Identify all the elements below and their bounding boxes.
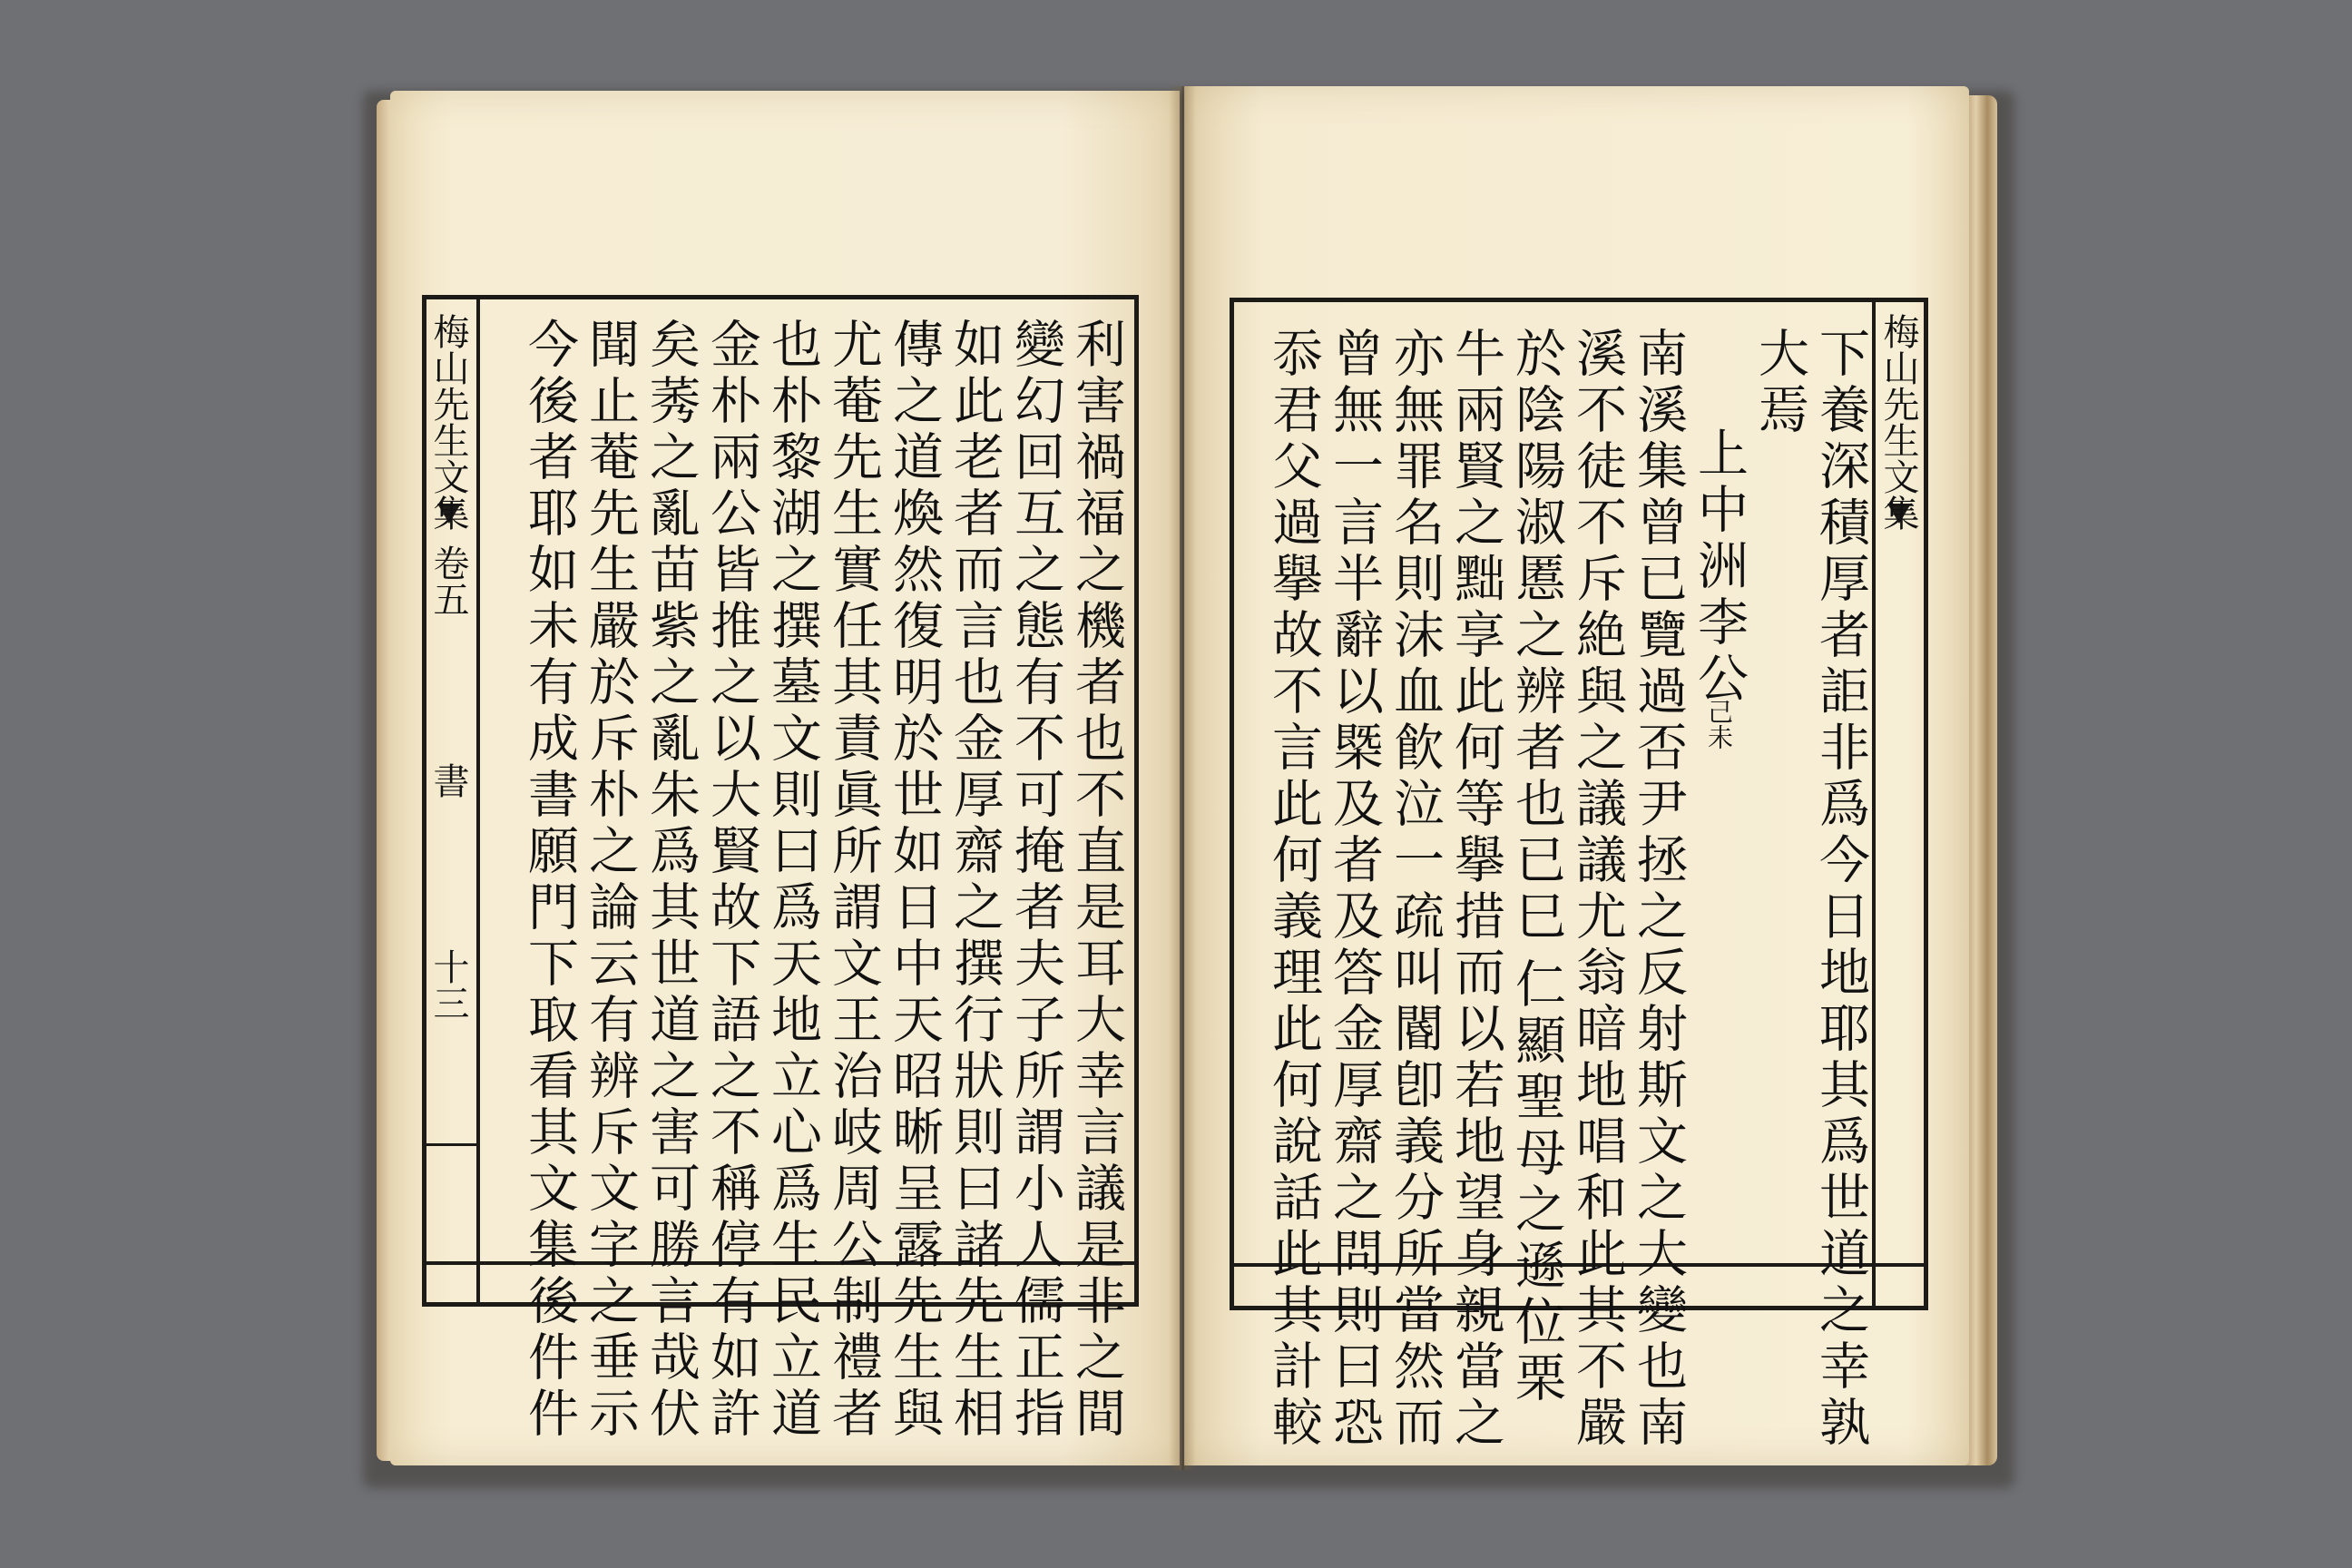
left-band-tick [422, 1143, 478, 1146]
book-gutter [1169, 86, 1196, 1470]
right-heading: 上中洲李公 [1690, 426, 1749, 708]
right-inline-continuation: 仁顯聖母之遜位栗 [1507, 957, 1566, 1407]
right-heading-note: 己未 [1704, 699, 1734, 750]
left-column-7: 金朴兩公皆推之以大賢故下語之不稱停有如許 [702, 318, 761, 1443]
right-page-edges [1965, 95, 1997, 1465]
right-center-band-rule [1872, 299, 1876, 1308]
right-column-6: 於陰陽淑慝之辨者也已巳 [1507, 327, 1566, 946]
right-column-4: 南溪集曾已覽過否尹拯之反射斯文之大變也南 [1629, 327, 1688, 1452]
right-column-7: 牛兩賢之黜享此何等擧措而以若地望身親當之 [1446, 327, 1505, 1452]
right-center-title: 梅山先生文集 [1877, 313, 1919, 531]
left-column-6: 也朴黎湖之撰墓文則曰爲天地立心爲生民立道 [763, 318, 822, 1443]
left-column-8: 矣莠之亂苗紫之亂朱爲其世道之害可勝言哉伏 [642, 318, 701, 1443]
left-column-5: 尤菴先生實任其責眞所謂文王治岐周公制禮者 [824, 318, 883, 1443]
left-center-section: 書 [427, 762, 469, 799]
left-column-2: 變幻回互之態有不可掩者夫子所謂小人儒正指 [1006, 318, 1065, 1443]
right-column-5: 溪不徒不斥絶與之議議尤翁暗地唱和此其不嚴 [1568, 327, 1627, 1452]
left-center-volume: 卷五 [427, 544, 469, 617]
left-column-4: 傳之道煥然復明於世如日中天昭晰呈露先生與 [885, 318, 944, 1443]
left-column-1: 利害禍福之機者也不直是耳大幸言議是非之間 [1067, 318, 1126, 1443]
left-column-3: 如此老者而言也金厚齋之撰行狀則曰諸先生相 [946, 318, 1004, 1443]
left-center-band-rule [476, 298, 480, 1305]
left-center-title: 梅山先生文集 [427, 313, 469, 531]
left-column-10: 今後者耶如未有成書願門下取看其文集後件件 [520, 318, 579, 1443]
right-column-9: 曾無一言半辭以槩及者及答金厚齋之問則曰恐 [1325, 327, 1384, 1452]
left-column-9: 聞止菴先生嚴於斥朴之論云有辨斥文字之垂示 [581, 318, 640, 1443]
right-column-8: 亦無罪名則沫血飮泣一疏叫閽卽義分所當然而 [1386, 327, 1445, 1452]
right-column-10: 忝君父過擧故不言此何義理此何說話此其計較 [1264, 327, 1323, 1452]
right-column-2: 大焉 [1750, 327, 1809, 439]
left-page-number: 十三 [427, 948, 469, 1021]
right-column-1: 下養深積厚者詎非爲今日地耶其爲世道之幸孰 [1811, 327, 1870, 1452]
